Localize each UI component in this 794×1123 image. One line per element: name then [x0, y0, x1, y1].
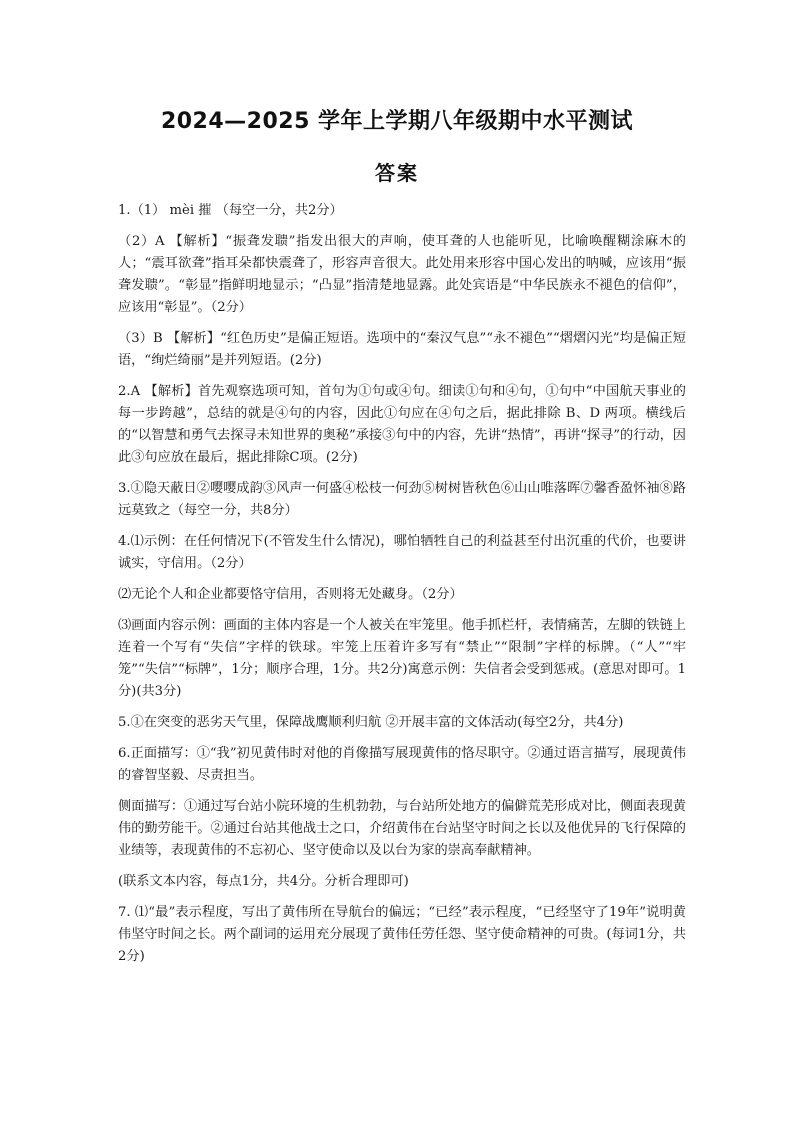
answer-7-1: 7. ⑴“最”表示程度，写出了黄伟所在导航台的偏远；“已经”表示程度，“已经坚守了19年”说明黄伟坚守时间之长。两个副词的运用充分展现了黄伟任劳任怨、坚守使命精神的可贵。(每词1分，共2分) — [118, 905, 686, 964]
page-subtitle: 答案 — [375, 161, 419, 185]
answer-6-note: (联系文本内容，每点1分，共4分。分析合理即可) — [118, 874, 409, 889]
answer-body — [118, 200, 686, 977]
answer-3: 3.①隐天蔽日②嘤嘤成韵③风声一何盛④松枝一何劲⑤树树皆秋色⑥山山唯落晖⑦馨香盈怀袖⑧路远莫致之（每空一分，共8分） — [118, 481, 686, 518]
answer-1-1: 1.（1） mèi 摧 （每空一分，共2分） — [118, 203, 343, 218]
answer-5: 5.①在突变的恶劣天气里，保障战鹰顺利归航 ②开展丰富的文体活动(每空2分，共4分) — [118, 715, 624, 730]
page-title: 2024—2025 学年上学期八年级期中水平测试 — [160, 109, 634, 134]
answer-6-side: 侧面描写：①通过写台站小院环境的生机勃勃，与台站所处地方的偏僻荒芜形成对比，侧面表现黄伟的勤劳能干。②通过台站其他战士之口，介绍黄伟在台站坚守时间之长以及他优异的飞行保障的业绩等，表现黄伟的不忘初心、坚守使命以及以台为家的崇高奉献精神。 — [118, 799, 686, 858]
answer-1-3: （3）B 【解析】“红色历史”是偏正短语。选项中的“秦汉气息”“永不褪色”“熠熠闪光”均是偏正短语，“绚烂绮丽”是并列短语。(2分) — [118, 331, 686, 368]
answer-4-2: ⑵无论个人和企业都要恪守信用，否则将无处藏身。（2分） — [118, 587, 463, 602]
answer-1-2: （2）A 【解析】“振聋发聩”指发出很大的声响，使耳聋的人也能听见，比喻唤醒糊涂麻木的人；“震耳欲聋”指耳朵都快震聋了，形容声音很大。此处用来形容中国心发出的呐喊，应该用“振聋发聩”。“彰显”指鲜明地显示；“凸显”指清楚地显露。此处宾语是“中华民族永不褪色的信仰”，应该用“彰显”。（2分） — [118, 234, 686, 315]
answer-4-1: 4.⑴示例：在任何情况下(不管发生什么情况)，哪怕牺牲自己的利益甚至付出沉重的代价，也要讲诚实，守信用。（2分） — [118, 534, 686, 571]
answer-6-front: 6.正面描写：①“我”初见黄伟时对他的肖像描写展现黄伟的恪尽职守。②通过语言描写，展现黄伟的睿智坚毅、尽责担当。 — [118, 746, 686, 783]
answer-2: 2.A 【解析】首先观察选项可知，首句为①句或④句。细读①句和④句，①句中“中国航天事业的每一步跨越”，总结的就是④句的内容，因此①句应在④句之后，据此排除 B、D 两项。横线后的“以智慧和勇气去探寻未知世界的奥秘”承接③句中的内容，先讲“热情”，再讲“探寻”的行动，因此③句应放在最后，据此排除C项。(2分) — [118, 384, 686, 465]
answer-4-3: ⑶画面内容示例：画面的主体内容是一个人被关在牢笼里。他手抓栏杆，表情痛苦，左脚的铁链上连着一个写有“失信”字样的铁球。牢笼上压着许多写有“禁止”“限制”字样的标牌。（“人”“牢笼”“失信”“标牌”，1分；顺序合理，1分。共2分)寓意示例：失信者会受到惩戒。(意思对即可。1分)(共3分) — [118, 618, 686, 699]
